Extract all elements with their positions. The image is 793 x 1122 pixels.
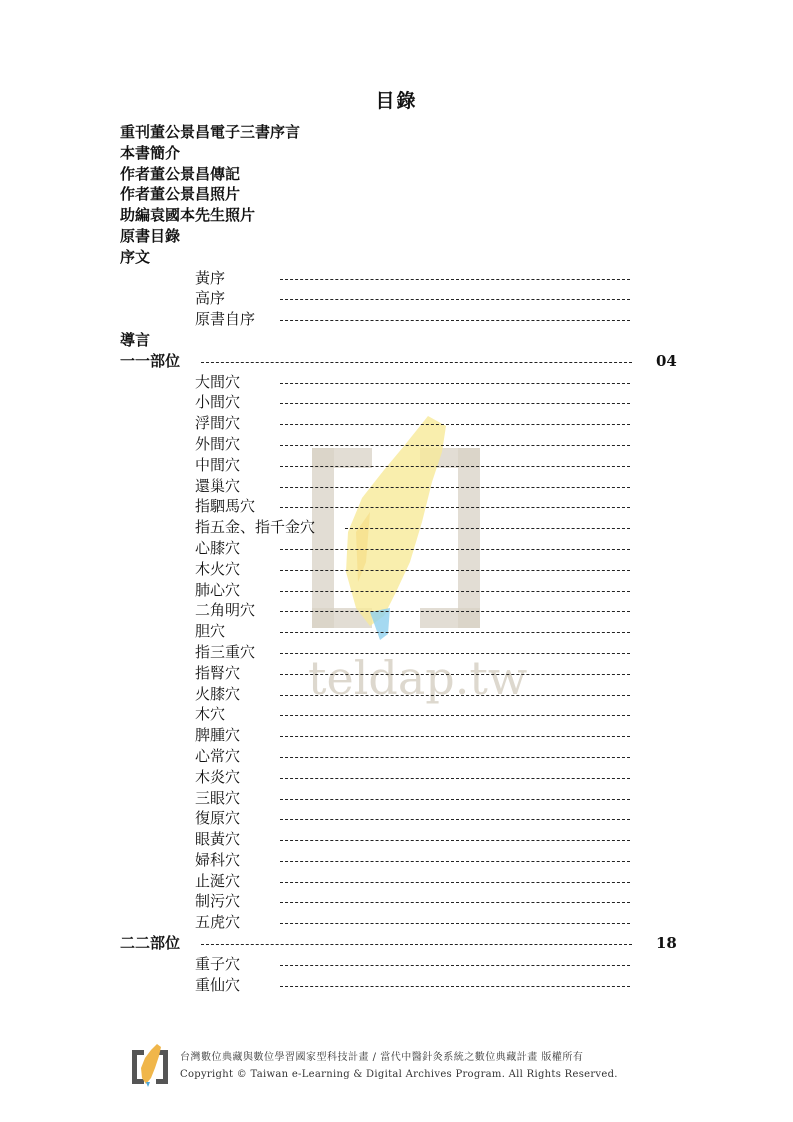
toc-point-label: 二角明穴 — [195, 601, 256, 620]
toc-point — [0, 600, 793, 621]
toc-point-label: 中間穴 — [195, 455, 241, 474]
table-of-contents — [0, 122, 793, 995]
toc-point — [0, 808, 793, 829]
toc-point-label: 三眼穴 — [195, 788, 241, 807]
dotted-leader — [280, 642, 630, 663]
toc-point — [0, 392, 793, 413]
dotted-leader — [280, 788, 630, 809]
dotted-leader — [280, 767, 630, 788]
toc-point — [0, 788, 793, 809]
dotted-leader — [280, 621, 630, 642]
dotted-leader — [280, 975, 630, 996]
dotted-leader — [280, 392, 630, 413]
toc-entry — [0, 143, 793, 164]
toc-point-label: 復原穴 — [195, 809, 241, 828]
toc-point — [0, 725, 793, 746]
toc-point — [0, 372, 793, 393]
toc-point — [0, 642, 793, 663]
footer-copyright: Copyright © Taiwan e-Learning & Digital Archives Program. All Rights Reserved. — [180, 1069, 618, 1080]
dotted-leader — [280, 580, 630, 601]
dotted-leader — [201, 933, 632, 954]
toc-entry — [0, 247, 793, 268]
toc-preface — [0, 309, 793, 330]
toc-point-label: 火膝穴 — [195, 684, 241, 703]
toc-point-label: 浮間穴 — [195, 414, 241, 433]
dotted-leader — [280, 912, 630, 933]
dotted-leader — [280, 538, 630, 559]
dotted-leader — [280, 954, 630, 975]
toc-entry-label: 助編袁國本先生照片 — [120, 206, 256, 225]
toc-point — [0, 517, 793, 538]
toc-point — [0, 891, 793, 912]
toc-section-label: 二二部位 — [120, 934, 181, 953]
toc-point — [0, 954, 793, 975]
toc-section-label: 一一部位 — [120, 351, 181, 370]
dotted-leader — [280, 725, 630, 746]
toc-entry — [0, 164, 793, 185]
toc-entry-label: 重刊董公景昌電子三書序言 — [120, 123, 301, 141]
taiwan-logo-icon — [130, 1042, 170, 1088]
toc-point — [0, 975, 793, 996]
page-title: 目錄 — [375, 90, 418, 112]
toc-point-label: 指三重穴 — [195, 642, 256, 661]
dotted-leader — [280, 434, 630, 455]
toc-point-label: 指腎穴 — [195, 663, 241, 682]
toc-section-page: 04 — [656, 351, 677, 370]
toc-point-label: 還巢穴 — [195, 476, 241, 495]
dotted-leader — [280, 684, 630, 705]
watermark-text: teldap.tw — [308, 651, 528, 705]
dotted-leader — [280, 600, 630, 621]
dotted-leader — [280, 871, 630, 892]
toc-point — [0, 684, 793, 705]
toc-preface — [0, 268, 793, 289]
toc-preface-label: 高序 — [195, 289, 226, 308]
toc-point — [0, 704, 793, 725]
toc-section — [0, 933, 793, 954]
toc-point-label: 大間穴 — [195, 372, 241, 391]
toc-entry — [0, 184, 793, 205]
toc-point-label: 重子穴 — [195, 954, 241, 973]
toc-entry — [0, 205, 793, 226]
toc-entry — [0, 226, 793, 247]
toc-point — [0, 496, 793, 517]
toc-entry-label: 作者董公景昌傳記 — [120, 164, 241, 183]
dotted-leader — [280, 808, 630, 829]
toc-point-label: 制污穴 — [195, 892, 241, 911]
dotted-leader — [280, 891, 630, 912]
dotted-leader — [280, 288, 630, 309]
dotted-leader — [280, 455, 630, 476]
toc-entry-label: 序文 — [120, 247, 151, 266]
dotted-leader — [280, 559, 630, 580]
toc-point — [0, 413, 793, 434]
dotted-leader — [280, 829, 630, 850]
toc-point-label: 小間穴 — [195, 393, 241, 412]
toc-point-label: 婦科穴 — [195, 850, 241, 869]
toc-section-page: 18 — [656, 934, 677, 953]
dotted-leader — [280, 850, 630, 871]
toc-section — [0, 351, 793, 372]
toc-point-label: 眼黃穴 — [195, 830, 241, 849]
dotted-leader — [280, 372, 630, 393]
toc-entry — [0, 122, 793, 143]
toc-point-label: 肺心穴 — [195, 580, 241, 599]
toc-point — [0, 476, 793, 497]
toc-point-label: 重仙穴 — [195, 975, 241, 994]
dotted-leader — [280, 496, 630, 517]
toc-entry-label: 本書簡介 — [120, 143, 181, 162]
footer-credit: 台灣數位典藏與數位學習國家型科技計畫 / 當代中醫針灸系統之數位典藏計畫 版權所有 — [180, 1052, 584, 1063]
dotted-leader — [280, 476, 630, 497]
toc-point-label: 外間穴 — [195, 434, 241, 453]
dotted-leader — [280, 309, 630, 330]
toc-point — [0, 434, 793, 455]
toc-point-label: 止涎穴 — [195, 871, 241, 890]
dotted-leader — [280, 663, 630, 684]
toc-preface-label: 黃序 — [195, 268, 226, 287]
toc-entry-label: 原書目錄 — [120, 226, 181, 245]
toc-point — [0, 621, 793, 642]
toc-point — [0, 580, 793, 601]
dotted-leader — [345, 517, 630, 538]
dotted-leader — [280, 746, 630, 767]
toc-preface — [0, 288, 793, 309]
toc-point — [0, 455, 793, 476]
toc-point — [0, 767, 793, 788]
toc-point-label: 指五金、指千金穴 — [195, 518, 316, 537]
toc-point-label: 木炎穴 — [195, 767, 241, 786]
toc-point — [0, 912, 793, 933]
footer — [130, 1042, 660, 1090]
toc-point-label: 胆穴 — [195, 622, 226, 641]
toc-point-label: 木穴 — [195, 705, 226, 724]
dotted-leader — [280, 413, 630, 434]
toc-point — [0, 746, 793, 767]
toc-point-label: 木火穴 — [195, 559, 241, 578]
toc-intro — [0, 330, 793, 351]
dotted-leader — [201, 351, 632, 372]
dotted-leader — [280, 704, 630, 725]
toc-point — [0, 559, 793, 580]
toc-entry-label: 作者董公景昌照片 — [120, 185, 241, 204]
toc-point-label: 心膝穴 — [195, 538, 241, 557]
toc-point-label: 指駟馬穴 — [195, 497, 256, 516]
toc-point-label: 脾腫穴 — [195, 726, 241, 745]
toc-point — [0, 871, 793, 892]
toc-point — [0, 663, 793, 684]
toc-point-label: 五虎穴 — [195, 913, 241, 932]
toc-preface-label: 原書自序 — [195, 310, 256, 329]
toc-point — [0, 829, 793, 850]
dotted-leader — [280, 268, 630, 289]
toc-intro-label: 導言 — [120, 330, 151, 349]
toc-point — [0, 538, 793, 559]
toc-point-label: 心常穴 — [195, 746, 241, 765]
toc-point — [0, 850, 793, 871]
